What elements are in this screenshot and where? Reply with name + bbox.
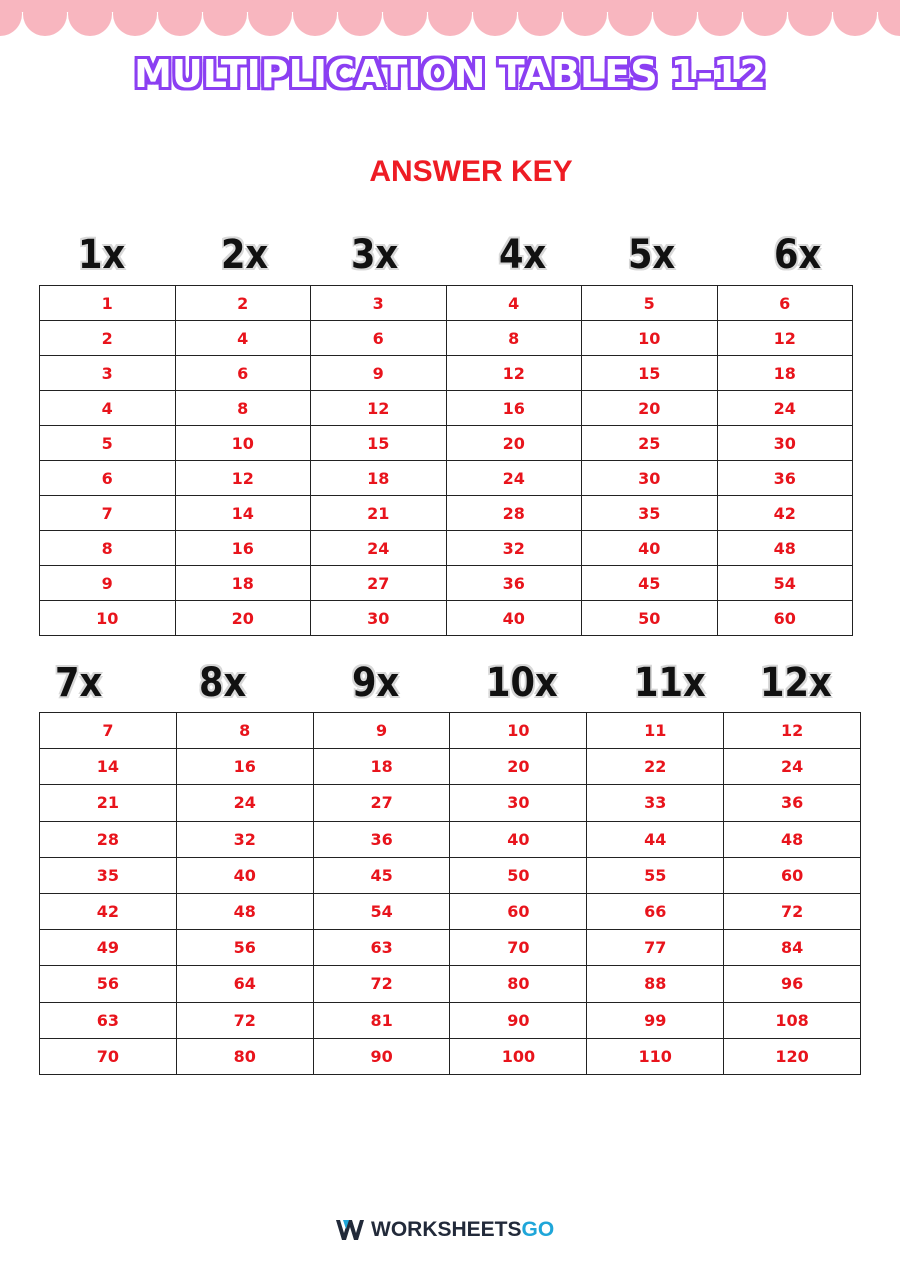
answer-cell: 30 [311,601,447,636]
answer-cell: 48 [724,821,861,857]
answer-cell: 54 [717,566,853,601]
answer-cell: 6 [40,461,176,496]
worksheetsgo-logo-icon [335,1217,365,1243]
table-row [40,321,853,356]
answer-cell: 66 [587,893,724,929]
answer-cell: 64 [176,966,313,1002]
answer-cell: 9 [40,566,176,601]
answer-cell: 18 [717,356,853,391]
answer-cell: 2 [40,321,176,356]
table2-header: 9x [352,660,400,706]
scallop [113,0,157,36]
scallop [383,0,427,36]
answer-cell: 72 [313,966,450,1002]
answer-cell: 12 [724,713,861,749]
scallop [563,0,607,36]
answer-cell: 6 [311,321,447,356]
table-row [40,531,853,566]
answer-cell: 50 [450,857,587,893]
answer-cell: 63 [40,1002,177,1038]
table-row [40,930,861,966]
answer-cell: 36 [724,785,861,821]
answer-cell: 20 [582,391,718,426]
answer-cell: 18 [313,749,450,785]
table-row [40,601,853,636]
page-title: MULTIPLICATION TABLES 1-12 [134,52,766,96]
answer-cell: 49 [40,930,177,966]
answer-cell: 30 [582,461,718,496]
table2-grid [39,712,861,1075]
answer-cell: 60 [450,893,587,929]
answer-cell: 24 [724,749,861,785]
answer-key-heading: ANSWER KEY [369,155,573,188]
answer-cell: 90 [313,1038,450,1074]
answer-cell: 7 [40,496,176,531]
answer-cell: 20 [175,601,311,636]
answer-cell: 24 [176,785,313,821]
table1-grid [39,285,853,636]
answer-cell: 72 [176,1002,313,1038]
answer-cell: 36 [446,566,582,601]
brand-name-part1: WORKSHEETS [371,1218,522,1241]
answer-cell: 12 [175,461,311,496]
answer-cell: 48 [176,893,313,929]
scallop [518,0,562,36]
answer-cell: 1 [40,286,176,321]
scallop [473,0,517,36]
table-row [40,966,861,1002]
table-row [40,566,853,601]
answer-cell: 40 [450,821,587,857]
table2-headers [0,660,900,710]
table2-header: 12x [760,660,832,706]
answer-cell: 14 [175,496,311,531]
answer-cell: 30 [717,426,853,461]
answer-cell: 35 [582,496,718,531]
answer-cell: 4 [175,321,311,356]
scallop [428,0,472,36]
scallop [743,0,787,36]
answer-cell: 6 [717,286,853,321]
table1-header: 4x [499,232,547,278]
answer-cell: 96 [724,966,861,1002]
answer-cell: 8 [176,713,313,749]
answer-cell: 56 [40,966,177,1002]
answer-cell: 32 [446,531,582,566]
answer-cell: 108 [724,1002,861,1038]
answer-cell: 4 [40,391,176,426]
table-row [40,893,861,929]
answer-cell: 56 [176,930,313,966]
table1-header: 1x [78,232,126,278]
answer-cell: 8 [40,531,176,566]
scallop [158,0,202,36]
answer-cell: 21 [40,785,177,821]
answer-cell: 110 [587,1038,724,1074]
answer-cell: 20 [450,749,587,785]
answer-cell: 24 [446,461,582,496]
table-row [40,461,853,496]
scallop [338,0,382,36]
scallop [788,0,832,36]
table1-header: 5x [628,232,676,278]
scallop [698,0,742,36]
answer-cell: 10 [175,426,311,461]
answer-cell: 25 [582,426,718,461]
table1-header: 2x [221,232,269,278]
table-row [40,356,853,391]
answer-cell: 90 [450,1002,587,1038]
answer-cell: 45 [582,566,718,601]
answer-cell: 12 [446,356,582,391]
scallop [23,0,67,36]
table2-header: 11x [634,660,706,706]
answer-cell: 40 [582,531,718,566]
answer-cell: 18 [311,461,447,496]
table1-header: 3x [351,232,399,278]
answer-cell: 99 [587,1002,724,1038]
answer-cell: 42 [717,496,853,531]
answer-cell: 9 [311,356,447,391]
answer-cell: 27 [313,785,450,821]
table2-header: 10x [486,660,558,706]
answer-cell: 6 [175,356,311,391]
answer-cell: 5 [40,426,176,461]
answer-cell: 5 [582,286,718,321]
answer-cell: 88 [587,966,724,1002]
answer-cell: 60 [724,857,861,893]
table-row [40,391,853,426]
answer-cell: 2 [175,286,311,321]
table-row [40,1038,861,1074]
table1-headers [0,232,900,282]
answer-cell: 70 [40,1038,177,1074]
table-row [40,713,861,749]
answer-cell: 18 [175,566,311,601]
answer-cell: 14 [40,749,177,785]
answer-cell: 21 [311,496,447,531]
answer-cell: 70 [450,930,587,966]
answer-cell: 8 [446,321,582,356]
answer-cell: 50 [582,601,718,636]
scallop [833,0,877,36]
answer-cell: 40 [446,601,582,636]
table-row [40,496,853,531]
answer-cell: 16 [176,749,313,785]
answer-cell: 3 [311,286,447,321]
answer-cell: 32 [176,821,313,857]
footer-logo [335,1215,554,1245]
answer-cell: 28 [40,821,177,857]
answer-cell: 63 [313,930,450,966]
answer-cell: 60 [717,601,853,636]
brand-name [371,1218,554,1242]
table-row [40,1002,861,1038]
answer-cell: 4 [446,286,582,321]
scallop [0,0,22,36]
answer-cell: 54 [313,893,450,929]
table-row [40,857,861,893]
answer-cell: 24 [717,391,853,426]
answer-cell: 15 [311,426,447,461]
answer-cell: 16 [446,391,582,426]
answer-cell: 36 [717,461,853,496]
answer-cell: 3 [40,356,176,391]
answer-cell: 100 [450,1038,587,1074]
answer-cell: 10 [450,713,587,749]
scallop [293,0,337,36]
table-row [40,749,861,785]
table-row [40,286,853,321]
answer-cell: 81 [313,1002,450,1038]
answer-cell: 20 [446,426,582,461]
answer-cell: 28 [446,496,582,531]
answer-cell: 30 [450,785,587,821]
table2-header: 7x [55,660,103,706]
answer-cell: 10 [40,601,176,636]
scallop [68,0,112,36]
answer-cell: 12 [311,391,447,426]
answer-cell: 27 [311,566,447,601]
scallop [248,0,292,36]
answer-cell: 10 [582,321,718,356]
answer-cell: 7 [40,713,177,749]
answer-cell: 36 [313,821,450,857]
brand-name-part2: GO [521,1218,555,1241]
answer-cell: 48 [717,531,853,566]
answer-cell: 44 [587,821,724,857]
scallop [608,0,652,36]
scallop [203,0,247,36]
answer-cell: 120 [724,1038,861,1074]
answer-cell: 16 [175,531,311,566]
scallop [653,0,697,36]
answer-cell: 42 [40,893,177,929]
answer-cell: 40 [176,857,313,893]
answer-cell: 24 [311,531,447,566]
table-row [40,426,853,461]
scallop-border [0,0,900,40]
table1-header: 6x [774,232,822,278]
answer-cell: 9 [313,713,450,749]
answer-cell: 80 [450,966,587,1002]
scallop [878,0,900,36]
table-row [40,821,861,857]
table2-header: 8x [199,660,247,706]
answer-cell: 12 [717,321,853,356]
answer-cell: 72 [724,893,861,929]
answer-cell: 77 [587,930,724,966]
answer-cell: 33 [587,785,724,821]
answer-cell: 55 [587,857,724,893]
answer-cell: 84 [724,930,861,966]
answer-cell: 35 [40,857,177,893]
answer-cell: 15 [582,356,718,391]
answer-cell: 8 [175,391,311,426]
answer-cell: 80 [176,1038,313,1074]
answer-cell: 11 [587,713,724,749]
answer-cell: 45 [313,857,450,893]
table-row [40,785,861,821]
answer-cell: 22 [587,749,724,785]
